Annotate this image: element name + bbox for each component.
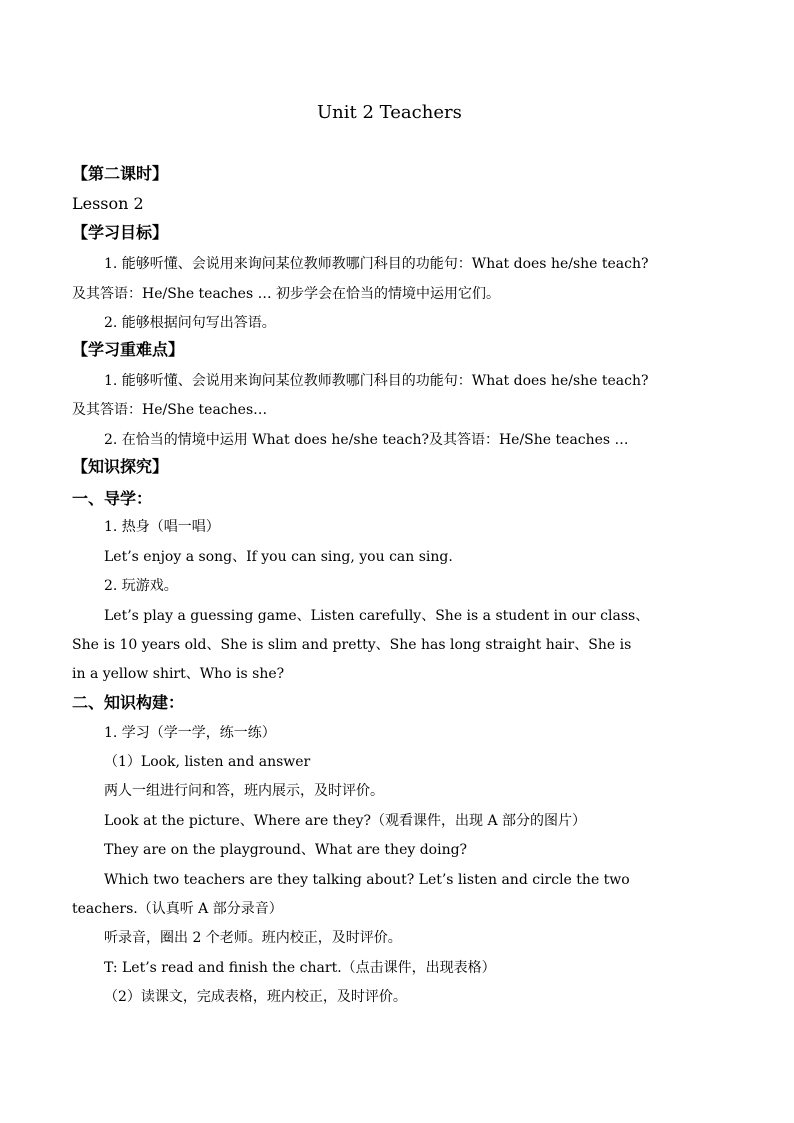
song-text: Let’s enjoy a song、If you can sing, you can sing. [104, 549, 453, 565]
game-text-line-3: in a yellow shirt、Who is she? [72, 666, 285, 682]
objective-2: 2. 能够根据问句写出答语。 [104, 315, 276, 331]
pair-work-text: 两人一组进行问和答，班内展示，及时评价。 [104, 783, 384, 799]
playground-text: They are on the playground、What are they doing? [104, 842, 468, 858]
key-point-1-line-1: 1. 能够听懂、会说用来询问某位教师教哪门科目的功能句：What does he/she teach? [104, 373, 649, 389]
part2-heading: 二、知识构建： [72, 693, 185, 712]
listen-text: 听录音，圈出 2 个老师。班内校正，及时评价。 [104, 930, 402, 946]
key-points-heading: 【学习重难点】 [72, 340, 185, 359]
document-title: Unit 2 Teachers [317, 102, 462, 123]
objective-1-line-1: 1. 能够听懂、会说用来询问某位教师教哪门科目的功能句：What does he/she teach? [104, 256, 649, 272]
period-heading: 【第二课时】 [72, 164, 169, 183]
look-picture-text: Look at the picture、Where are they?（观看课件，出现 A 部分的图片） [104, 813, 587, 829]
game-text-line-1: Let’s play a guessing game、Listen carefully、She is a student in our class、 [104, 608, 650, 624]
objectives-heading: 【学习目标】 [72, 223, 169, 242]
lesson-label: Lesson 2 [72, 194, 144, 213]
study-item: 1. 学习（学一学，练一练） [104, 725, 276, 741]
warmup-item: 1. 热身（唱一唱） [104, 519, 220, 535]
sub-item-1: （1）Look, listen and answer [104, 754, 311, 770]
key-point-1-line-2: 及其答语：He/She teaches… [72, 402, 268, 418]
chart-text: T: Let’s read and finish the chart.（点击课件，出现表格） [104, 960, 496, 976]
key-point-2: 2. 在恰当的情境中运用 What does he/she teach?及其答语：He/She teaches … [104, 432, 629, 448]
sub-item-2: （2）读课文，完成表格，班内校正，及时评价。 [104, 989, 407, 1005]
exploration-heading: 【知识探究】 [72, 457, 169, 476]
which-teachers-line-2: teachers.（认真听 A 部分录音） [72, 901, 283, 917]
game-item: 2. 玩游戏。 [104, 578, 178, 594]
objective-1-line-2: 及其答语：He/She teaches … 初步学会在恰当的情境中运用它们。 [72, 286, 501, 302]
part1-heading: 一、导学： [72, 489, 153, 508]
game-text-line-2: She is 10 years old、She is slim and pretty、She has long straight hair、She is [72, 637, 632, 653]
which-teachers-line-1: Which two teachers are they talking about? Let’s listen and circle the two [104, 872, 630, 888]
